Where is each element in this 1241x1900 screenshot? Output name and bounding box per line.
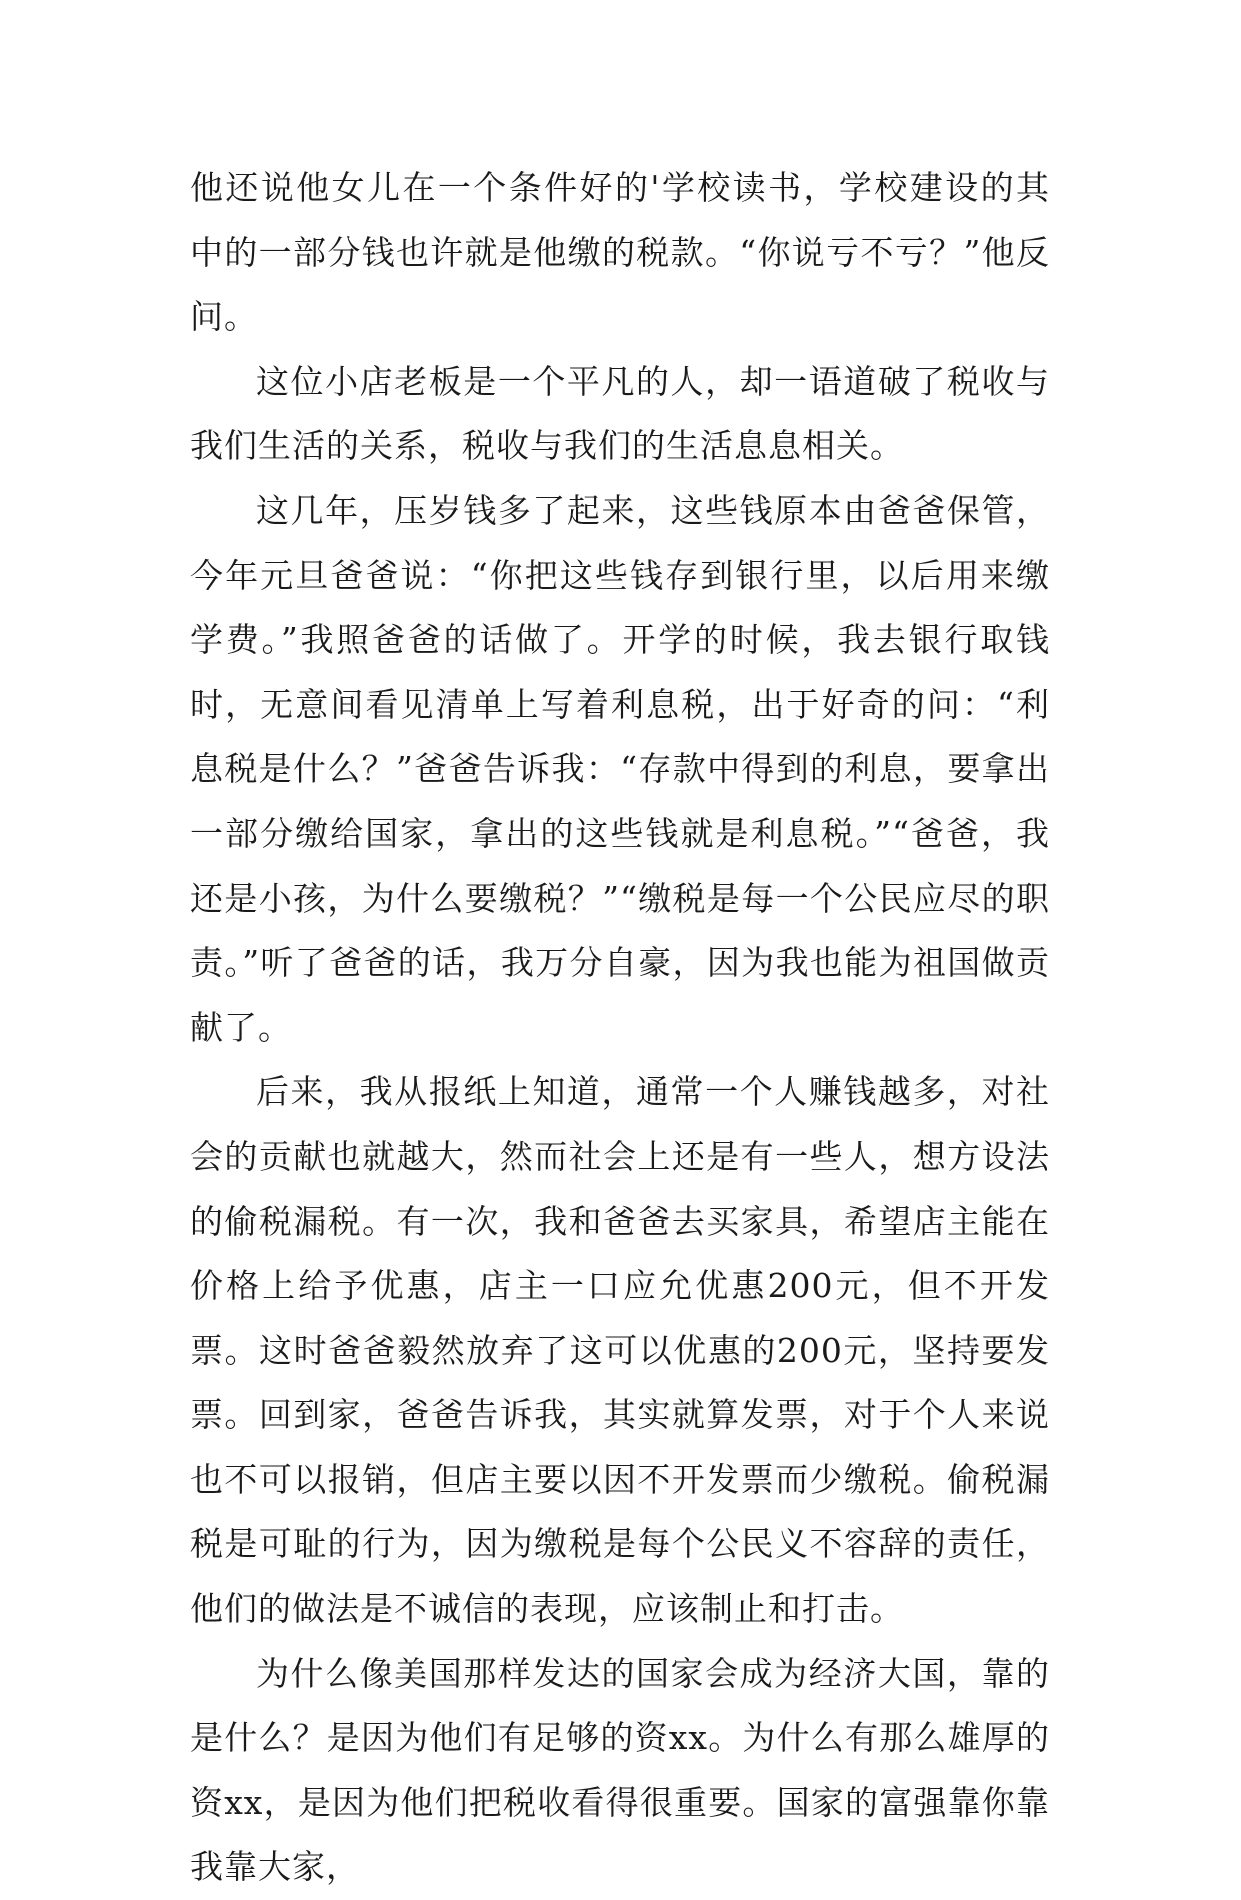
paragraph: 为什么像美国那样发达的国家会成为经济大国，靠的是什么？是因为他们有足够的资xx。为什么有那么雄厚的资xx，是因为他们把税收看得很重要。国家的富强靠你靠我靠大家， <box>190 1653 1050 1887</box>
paragraph: 这位小店老板是一个平凡的人，却一语道破了税收与我们生活的关系，税收与我们的生活息息相关。 <box>190 361 1050 466</box>
article-body <box>190 156 1050 1900</box>
paragraph: 后来，我从报纸上知道，通常一个人赚钱越多，对社会的贡献也就越大，然而社会上还是有一些人，想方设法的偷税漏税。有一次，我和爸爸去买家具，希望店主能在价格上给予优惠，店主一口应允优惠200元，但不开发票。这时爸爸毅然放弃了这可以优惠的200元，坚持要发票。回到家，爸爸告诉我，其实就算发票，对于个人来说也不可以报销，但店主要以因不开发票而少缴税。偷税漏税是可耻的行为，因为缴税是每个公民义不容辞的责任，他们的做法是不诚信的表现，应该制止和打击。 <box>190 1072 1050 1629</box>
paragraph-continuation: 他还说他女儿在一个条件好的'学校读书，学校建设的其中的一部分钱也许就是他缴的税款。“你说亏不亏？”他反问。 <box>190 168 1050 337</box>
paragraph: 这几年，压岁钱多了起来，这些钱原本由爸爸保管，今年元旦爸爸说：“你把这些钱存到银行里，以后用来缴学费。”我照爸爸的话做了。开学的时候，我去银行取钱时，无意间看见清单上写着利息税，出于好奇的问：“利息税是什么？”爸爸告诉我：“存款中得到的利息，要拿出一部分缴给国家，拿出的这些钱就是利息税。”“爸爸，我还是小孩，为什么要缴税？”“缴税是每一个公民应尽的职责。”听了爸爸的话，我万分自豪，因为我也能为祖国做贡献了。 <box>190 490 1050 1047</box>
